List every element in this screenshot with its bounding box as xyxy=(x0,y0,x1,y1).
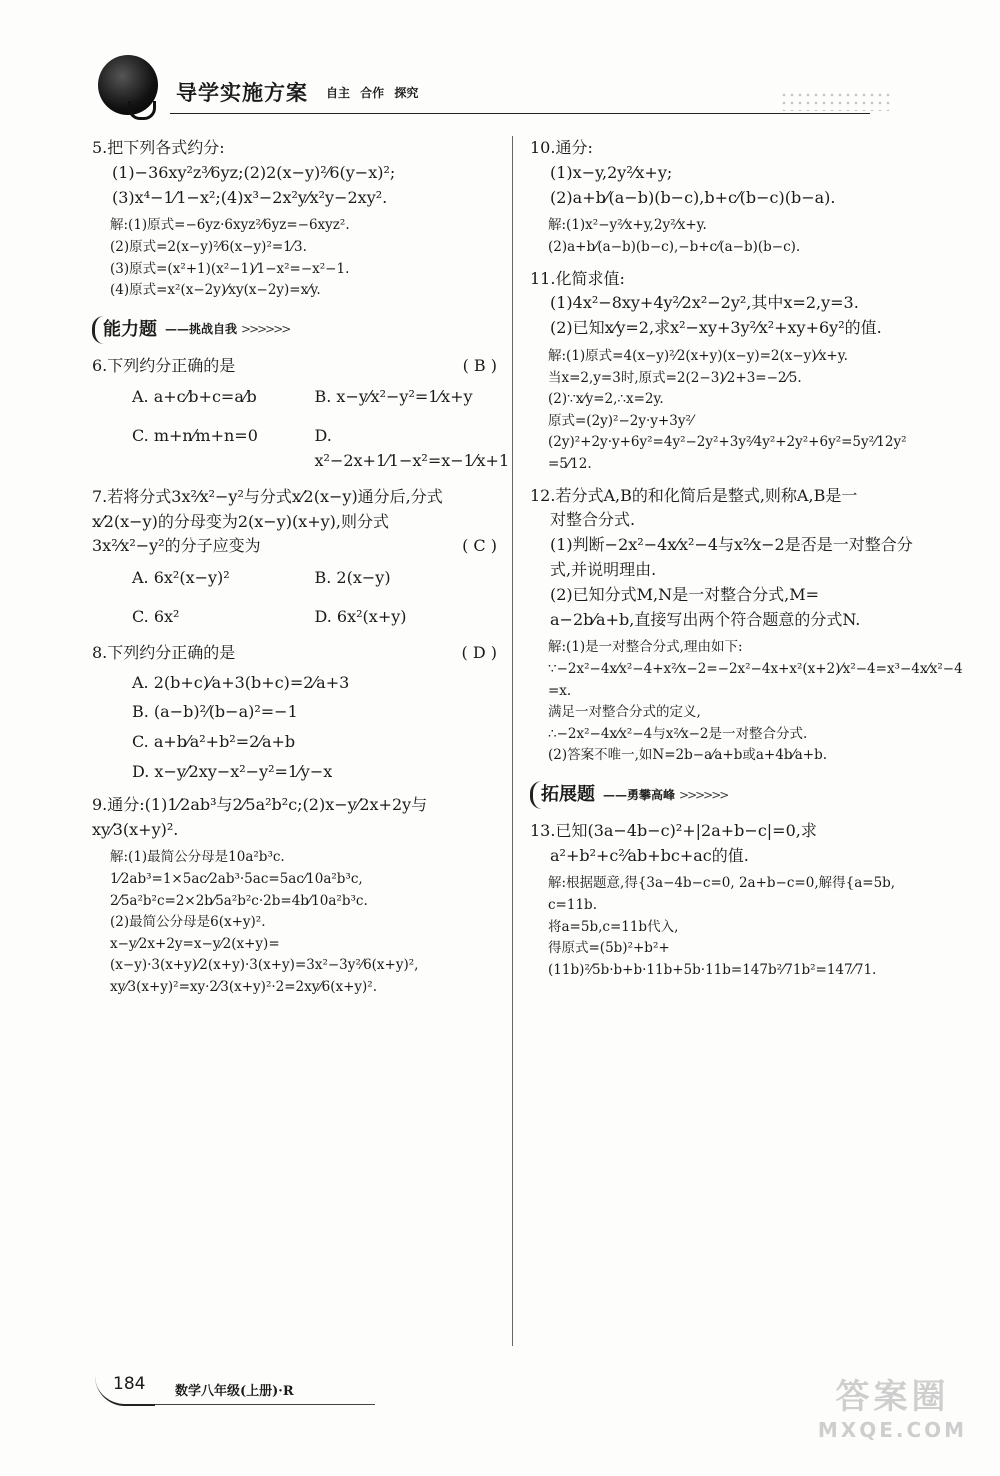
q9-stem: 9.通分:(1)1⁄2ab³与2⁄5a²b²c;(2)x−y⁄2x+2y与xy⁄3(x+y)². xyxy=(92,794,428,839)
q11-sol-5: =5⁄12. xyxy=(548,455,592,472)
section-extension-label: 拓展题 xyxy=(530,781,601,809)
q10-part-2: (2)a+b⁄(a−b)(b−c),b+c⁄(b−c)(b−a). xyxy=(550,187,836,207)
q5-stem: 5.把下列各式约分: xyxy=(92,138,225,157)
q7-option-b: B. 2(x−y) xyxy=(314,568,391,588)
q6-option-b: B. x−y⁄x²−y²=1⁄x+y xyxy=(314,387,473,407)
watermark-line-1: 答案圈 xyxy=(835,1377,950,1417)
q6-option-d: D. x²−2x+1⁄1−x²=x−1⁄x+1 xyxy=(314,426,510,471)
q12-line-2: 对整合分式. xyxy=(550,510,636,530)
q7-options-row-2 xyxy=(132,602,497,633)
header-title: 导学实施方案 xyxy=(176,81,308,105)
q11-sol-3: (2)∵x⁄y=2,∴x=2y. xyxy=(548,391,664,408)
q9-sol-1: 解:(1)最简公分母是10a²b³c. xyxy=(110,849,285,866)
q5-sol-2: (2)原式=2(x−y)²⁄6(x−y)²=1⁄3. xyxy=(110,238,307,255)
q12-sol-6: (2)答案不唯一,如N=2b−a⁄a+b或a+4b⁄a+b. xyxy=(548,747,828,764)
q10-sol-1: 解:(1)x²−y²⁄x+y,2y²⁄x+y. xyxy=(548,217,707,234)
q9-sol-6: xy⁄3(x+y)²=xy·2⁄3(x+y)²·2=2xy⁄6(x+y)². xyxy=(110,978,378,995)
q12-line-1: 12.若分式A,B的和化简后是整式,则称A,B是一 xyxy=(530,485,858,505)
q6-stem: 6.下列约分正确的是 xyxy=(92,355,236,375)
left-column xyxy=(92,136,510,1007)
section-ability-label: 能力题 xyxy=(92,316,163,344)
question-5 xyxy=(92,136,497,302)
q13-line-1: 13.已知(3a−4b−c)²+|2a+b−c|=0,求 xyxy=(530,820,817,840)
q8-stem: 8.下列约分正确的是 xyxy=(92,642,236,662)
watermark-line-2: MXQE.COM xyxy=(817,1418,968,1442)
q5-sol-4: (4)原式=x²(x−2y)⁄xy(x−2y)=x⁄y. xyxy=(110,282,321,299)
q9-sol-3: 2⁄5a²b²c=2×2b⁄5a²b²c·2b=4b⁄10a²b³c. xyxy=(110,892,368,909)
q9-sol-5: x−y⁄2x+2y=x−y⁄2(x+y)=(x−y)·3(x+y)⁄2(x+y)·3(x+y)=3x²−3y²⁄6(x+y)², xyxy=(110,935,419,974)
q9-solution xyxy=(110,847,497,998)
question-11 xyxy=(530,267,930,476)
q7-answer: ( C ) xyxy=(462,536,497,556)
q8-options xyxy=(132,671,497,785)
question-10 xyxy=(530,136,930,259)
footer-rule xyxy=(155,1404,375,1405)
question-8 xyxy=(92,641,497,785)
q8-option-c: C. a+b⁄a²+b²=2⁄a+b xyxy=(132,732,296,752)
section-extension-sub: ——勇攀高峰 xyxy=(603,787,676,802)
q13-solution xyxy=(548,873,930,981)
watermark xyxy=(810,1369,975,1454)
q11-part-1: (1)4x²−8xy+4y²⁄2x²−2y²,其中x=2,y=3. xyxy=(550,293,859,313)
page-header xyxy=(90,55,910,125)
q5-part-2: (3)x⁴−1⁄1−x²;(4)x³−2x²y⁄x²y−2xy². xyxy=(112,187,388,207)
q12-sol-3: =x. xyxy=(548,682,572,699)
q10-part-1: (1)x−y,2y²⁄x+y; xyxy=(550,162,673,182)
question-13 xyxy=(530,819,930,982)
q13-sol-3: 得原式=(5b)²+b²+(11b)²⁄5b·b+b·11b+5b·11b=147b²⁄71b²=147⁄71. xyxy=(548,940,877,978)
q12-solution xyxy=(548,637,963,767)
q6-options-row-1 xyxy=(132,382,497,413)
right-column xyxy=(530,136,963,989)
q6-answer: ( B ) xyxy=(462,355,497,375)
question-12 xyxy=(530,484,963,767)
q7-options-row-1 xyxy=(132,563,497,594)
q12-sol-2: ∵−2x²−4x⁄x²−4+x²⁄x−2=−2x²−4x+x²(x+2)⁄x²−4=x³−4x⁄x²−4 xyxy=(548,660,963,677)
mascot-logo-icon xyxy=(98,55,158,115)
q5-sol-3: (3)原式=(x²+1)(x²−1)⁄1−x²=−x²−1. xyxy=(110,260,350,277)
q8-option-a: A. 2(b+c)⁄a+3(b+c)=2⁄a+3 xyxy=(132,672,350,692)
q11-sol-4: 原式=(2y)²−2y·y+3y²⁄(2y)²+2y·y+6y²=4y²−2y²+3y²⁄4y²+2y²+6y²=5y²⁄12y² xyxy=(548,412,907,451)
q5-solution xyxy=(110,215,497,301)
column-divider xyxy=(512,136,513,1346)
q13-sol-1: 解:根据题意,得{3a−4b−c=0, 2a+b−c=0,解得{a=5b, c=11b. xyxy=(548,875,896,913)
q10-stem: 10.通分: xyxy=(530,138,593,157)
q7-option-c: C. 6x² xyxy=(132,607,180,627)
header-rule xyxy=(170,113,870,114)
header-dots-decoration xyxy=(780,91,890,111)
header-subtitle: 自主 合作 探究 xyxy=(326,86,419,100)
question-6 xyxy=(92,354,510,477)
book-title: 数学八年级(上册)·R xyxy=(175,1384,294,1399)
q12-sol-1: 解:(1)是一对整合分式,理由如下: xyxy=(548,639,743,656)
q12-part-2: (2)已知分式M,N是一对整合分式,M= xyxy=(550,584,820,604)
q7-option-a: A. 6x²(x−y)² xyxy=(132,568,230,588)
q6-option-a: A. a+c⁄b+c=a⁄b xyxy=(132,387,257,407)
q7-line-1: 7.若将分式3x²⁄x²−y²与分式x⁄2(x−y)通分后,分式 xyxy=(92,486,443,506)
q13-sol-2: 将a=5b,c=11b代入, xyxy=(548,918,679,935)
q9-sol-2: 1⁄2ab³=1×5ac⁄2ab³·5ac=5ac⁄10a²b³c, xyxy=(110,871,363,887)
q5-part-1: (1)−36xy²z³⁄6yz;(2)2(x−y)²⁄6(y−x)²; xyxy=(112,162,396,182)
q11-sol-1: 解:(1)原式=4(x−y)²⁄2(x+y)(x−y)=2(x−y)⁄x+y. xyxy=(548,347,848,364)
q12-sol-5: ∴−2x²−4x⁄x²−4与x²⁄x−2是一对整合分式. xyxy=(548,725,808,742)
q10-solution xyxy=(548,215,930,258)
section-ability-arrows: >>>>>> xyxy=(241,322,290,337)
q7-line-3: 3x²⁄x²−y²的分子应变为 xyxy=(92,536,261,556)
q12-part-2b: a−2b⁄a+b,直接写出两个符合题意的分式N. xyxy=(550,609,861,629)
section-ability-sub: ——挑战自我 xyxy=(165,322,238,337)
q9-sol-4: (2)最简公分母是6(x+y)². xyxy=(110,914,266,931)
q7-line-2: x⁄2(x−y)的分母变为2(x−y)(x+y),则分式 xyxy=(92,511,390,531)
q11-stem: 11.化简求值: xyxy=(530,268,625,288)
q11-solution xyxy=(548,346,930,476)
q12-part-1: (1)判断−2x²−4x⁄x²−4与x²⁄x−2是否是一对整合分 xyxy=(550,535,913,555)
q11-sol-2: 当x=2,y=3时,原式=2(2−3)⁄2+3=−2⁄5. xyxy=(548,369,802,386)
q7-option-d: D. 6x²(x+y) xyxy=(314,607,407,627)
section-extension xyxy=(530,781,727,809)
page-footer xyxy=(95,1370,395,1410)
page-number: 184 xyxy=(95,1374,155,1406)
q13-line-2: a²+b²+c²⁄ab+bc+ac的值. xyxy=(550,845,749,865)
q5-sol-1: 解:(1)原式=−6yz·6xyz²⁄6yz=−6xyz². xyxy=(110,217,350,234)
q11-part-2: (2)已知x⁄y=2,求x²−xy+3y²⁄x²+xy+6y²的值. xyxy=(550,318,882,338)
q6-option-c: C. m+n⁄m+n=0 xyxy=(132,426,258,446)
section-extension-arrows: >>>>>> xyxy=(679,787,728,802)
question-7 xyxy=(92,485,497,633)
q8-answer: ( D ) xyxy=(461,642,497,662)
q12-sol-4: 满足一对整合分式的定义, xyxy=(548,704,701,721)
question-9 xyxy=(92,793,497,999)
q8-option-d: D. x−y⁄2xy−x²−y²=1⁄y−x xyxy=(132,762,333,782)
q6-options-row-2 xyxy=(132,421,510,477)
q8-option-b: B. (a−b)²⁄(b−a)²=−1 xyxy=(132,702,298,722)
q12-part-1b: 式,并说明理由. xyxy=(550,559,657,579)
section-ability xyxy=(92,316,289,344)
q10-sol-2: (2)a+b⁄(a−b)(b−c),−b+c⁄(a−b)(b−c). xyxy=(548,238,801,255)
